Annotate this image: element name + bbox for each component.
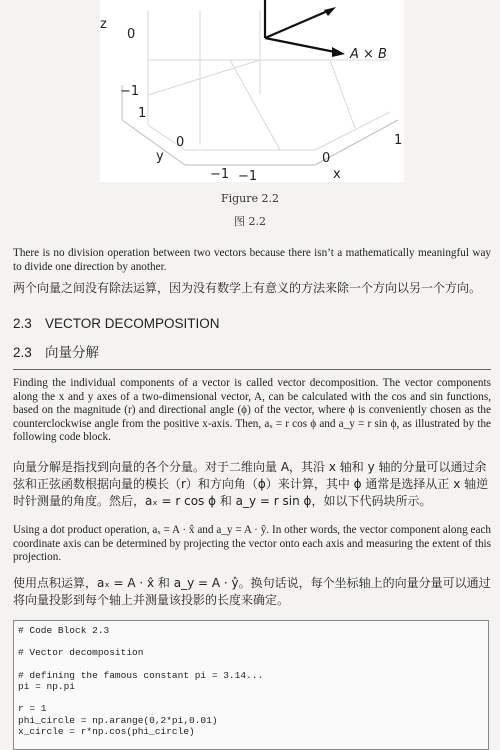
section-heading-cn xyxy=(13,341,99,361)
section-number-cn: 2.3 xyxy=(13,345,32,360)
grid-lines xyxy=(148,10,390,150)
section-title-en: VECTOR DECOMPOSITION xyxy=(45,316,220,331)
code-line: # defining the famous constant pi = 3.14... xyxy=(18,669,264,681)
y-axis-label: y xyxy=(156,149,164,164)
section-title-cn: 向量分解 xyxy=(45,345,99,360)
y-tick-0: 0 xyxy=(176,135,185,150)
y-tick-minus1: −1 xyxy=(210,167,230,182)
code-line: phi_circle = np.arange(0,2*pi,0.01) xyxy=(18,714,218,726)
figure-3d-plot xyxy=(100,0,404,182)
code-line xyxy=(18,692,488,703)
x-tick-0: 0 xyxy=(322,151,331,166)
x-tick-minus1: −1 xyxy=(238,169,258,182)
code-line: x_circle = r*np.cos(phi_circle) xyxy=(18,725,195,737)
code-line: pi = np.pi xyxy=(18,680,76,692)
z-axis-label: z xyxy=(100,17,107,32)
code-line: # Code Block 2.3 xyxy=(18,625,110,636)
section-divider xyxy=(13,369,491,370)
decomposition-paragraph-cn: 向量分解是指找到向量的各个分量。对于二维向量 A，其沿 x 轴和 y 轴的分量可以通过余弦和正弦函数根据向量的模长（r）和方向角（ϕ）来计算，其中 ϕ 通常是选择从正 x 轴逆时针测量的角度。然后，aₓ = r cos ϕ 和 a_y = r sin ϕ，如以下代码块所示。 xyxy=(13,460,489,508)
figure-caption-en: Figure 2.2 xyxy=(220,192,280,205)
dot-product-paragraph-cn: 使用点积运算，aₓ = A · x̂ 和 a_y = A · ŷ。换句话说，每个坐标轴上的向量分量可以通过将向量投影到每个轴上并测量该投影的长度来确定。 xyxy=(13,576,491,607)
x-tick-1: 1 xyxy=(394,133,403,148)
z-tick-0: 0 xyxy=(127,27,136,42)
code-line: r = 1 xyxy=(18,703,47,715)
intro-paragraph-en: There is no division operation between two vectors because there isn’t a mathematically meaningful way to divide one direction by another. xyxy=(13,247,491,273)
dot-product-paragraph-en: Using a dot product operation, aₓ = A · x̂ and a_y = A · ŷ. In other words, the vector component along each coordinate axis can be determined by projecting the vector onto each axis and measuring the extent of this projection. xyxy=(13,524,491,564)
intro-paragraph-cn: 两个向量之间没有除法运算，因为没有数学上有意义的方法来除一个方向以另一个方向。 xyxy=(13,281,482,295)
code-line xyxy=(18,659,488,670)
plot-canvas xyxy=(100,0,404,182)
z-tick-minus1: −1 xyxy=(120,84,140,99)
section-number-en: 2.3 xyxy=(13,316,32,331)
vector-a-cross-b xyxy=(265,0,345,57)
code-line xyxy=(18,636,488,647)
section-heading-en xyxy=(13,316,220,331)
code-block xyxy=(13,620,489,750)
code-line: # Vector decomposition xyxy=(18,647,144,659)
vector-label: A × B xyxy=(350,47,387,62)
x-axis-label: x xyxy=(333,167,341,182)
decomposition-paragraph-en: Finding the individual components of a vector is called vector decomposition. The vector components along the x and y axes of a two-dimensional vector, A, can be calculated with the cos and sin functions, based on the magnitude (r) and directional angle (ϕ) of the vector, where ϕ is conveniently chosen as the counterclockwise angle from the positive x-axis. Then, aₓ = r cos ϕ and a_y = r sin ϕ, as illustrated by the following code block. xyxy=(13,377,491,444)
y-tick-1: 1 xyxy=(138,106,147,121)
figure-caption-cn: 图 2.2 xyxy=(234,215,266,228)
